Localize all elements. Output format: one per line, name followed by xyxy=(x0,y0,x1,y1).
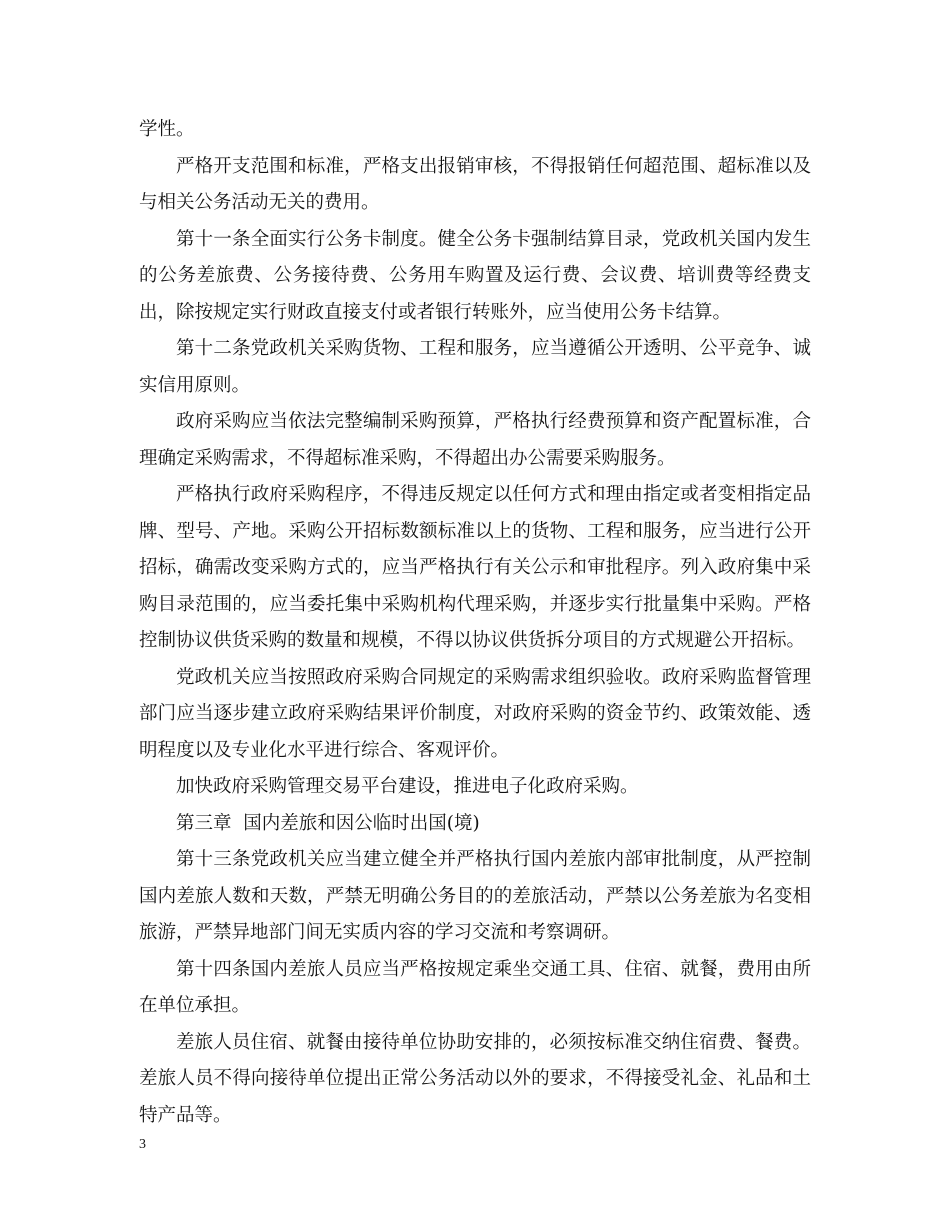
document-body xyxy=(139,112,811,1134)
paragraph: 差旅人员住宿、就餐由接待单位协助安排的，必须按标准交纳住宿费、餐费。差旅人员不得向接待单位提出正常公务活动以外的要求，不得接受礼金、礼品和土特产品等。 xyxy=(139,1031,811,1126)
paragraph: 党政机关应当按照政府采购合同规定的采购需求组织验收。政府采购监督管理部门应当逐步建立政府采购结果评价制度，对政府采购的资金节约、政策效能、透明程度以及专业化水平进行综合、客观评价。 xyxy=(139,666,811,761)
paragraph-article-14: 第十四条国内差旅人员应当严格按规定乘坐交通工具、住宿、就餐，费用由所在单位承担。 xyxy=(139,958,811,1016)
paragraph: 严格执行政府采购程序，不得违反规定以任何方式和理由指定或者变相指定品牌、型号、产地。采购公开招标数额标准以上的货物、工程和服务，应当进行公开招标，确需改变采购方式的，应当严格执行有关公示和审批程序。列入政府集中采购目录范围的，应当委托集中采购机构代理采购，并逐步实行批量集中采购。严格控制协议供货采购的数量和规模，不得以协议供货拆分项目的方式规避公开招标。 xyxy=(139,484,811,651)
paragraph: 加快政府采购管理交易平台建设，推进电子化政府采购。 xyxy=(176,776,639,797)
paragraph-article-11: 第十一条全面实行公务卡制度。健全公务卡强制结算目录，党政机关国内发生的公务差旅费、公务接待费、公务用车购置及运行费、会议费、培训费等经费支出，除按规定实行财政直接支付或者银行转账外，应当使用公务卡结算。 xyxy=(139,228,811,323)
paragraph: 政府采购应当依法完整编制采购预算，严格执行经费预算和资产配置标准，合理确定采购需求，不得超标准采购，不得超出办公需要采购服务。 xyxy=(139,411,811,469)
paragraph: 严格开支范围和标准，严格支出报销审核，不得报销任何超范围、超标准以及与相关公务活动无关的费用。 xyxy=(139,155,811,213)
page-number: 3 xyxy=(139,1137,146,1152)
chapter-heading: 第三章 国内差旅和因公临时出国(境) xyxy=(176,812,480,834)
paragraph-continuation: 学性。 xyxy=(139,119,195,140)
paragraph-article-12: 第十二条党政机关采购货物、工程和服务，应当遵循公开透明、公平竞争、诚实信用原则。 xyxy=(139,338,811,396)
paragraph-article-13: 第十三条党政机关应当建立健全并严格执行国内差旅内部审批制度，从严控制国内差旅人数和天数，严禁无明确公务目的的差旅活动，严禁以公务差旅为名变相旅游，严禁异地部门间无实质内容的学习交流和考察调研。 xyxy=(139,849,811,943)
